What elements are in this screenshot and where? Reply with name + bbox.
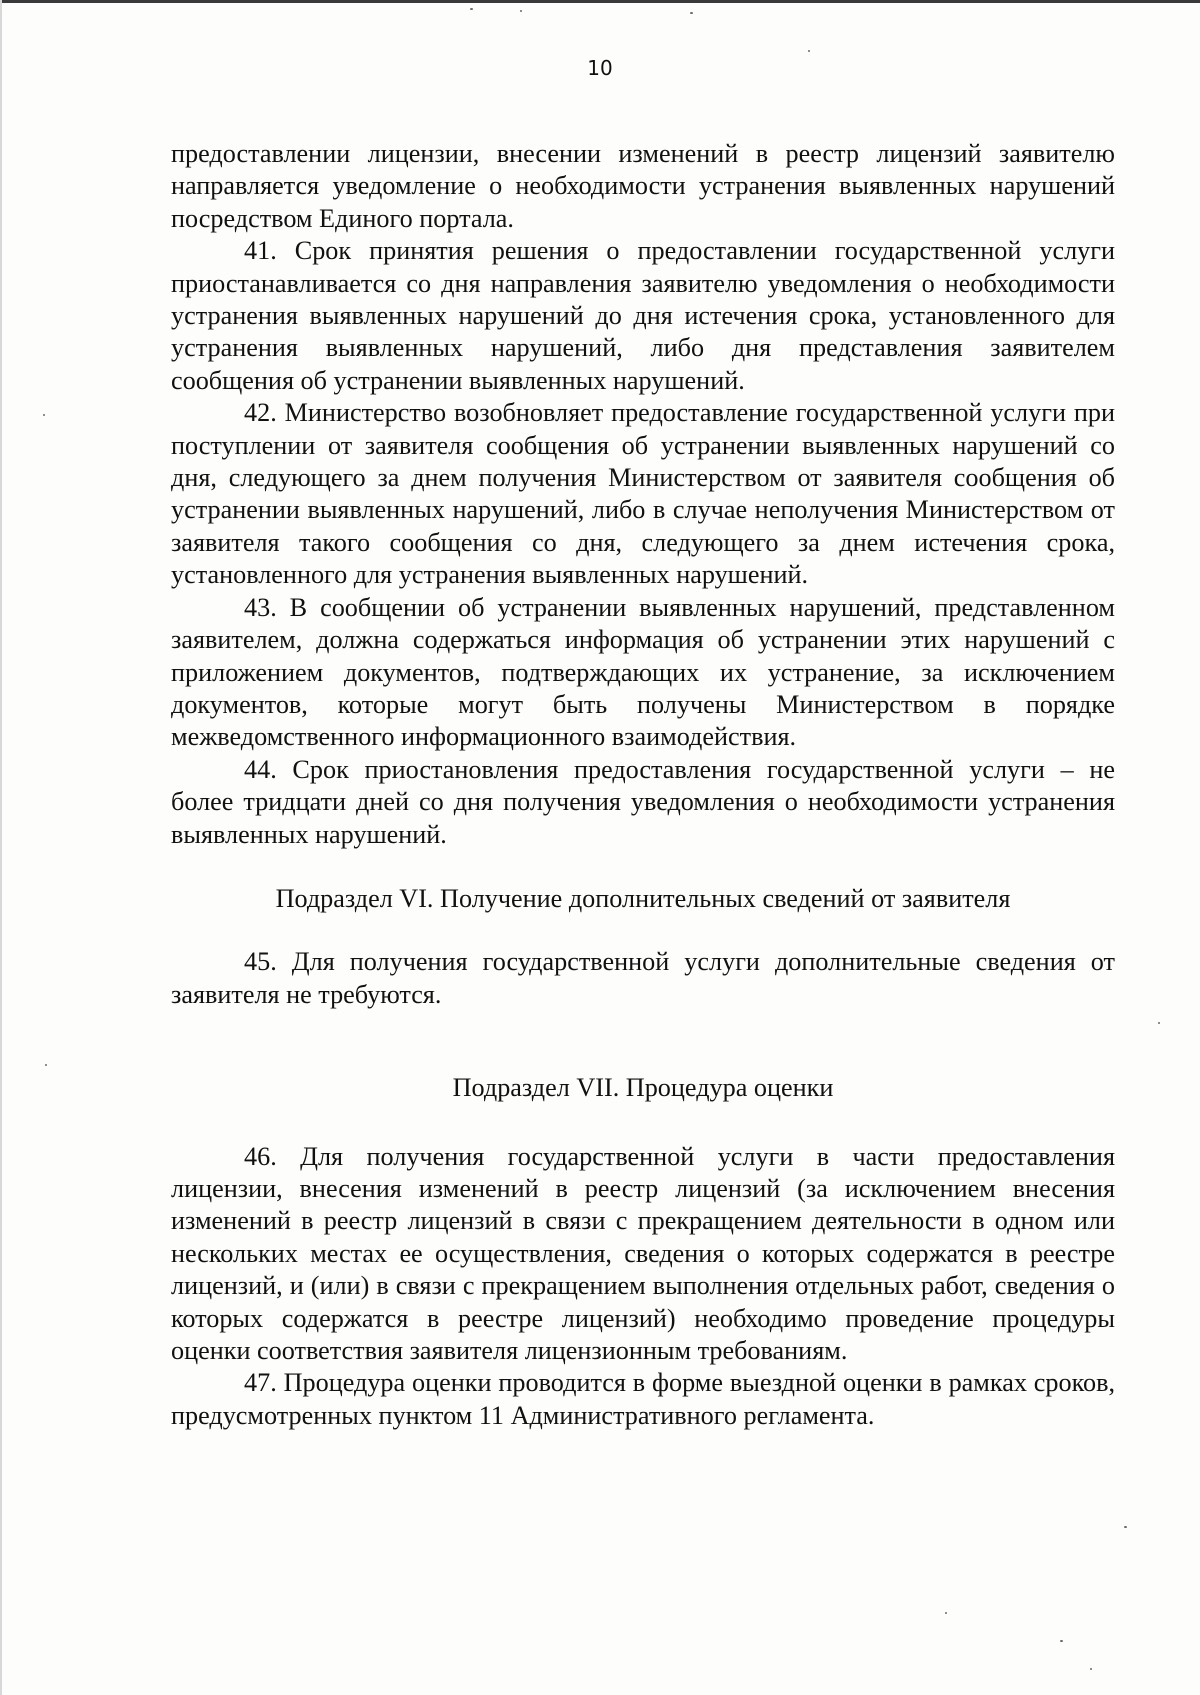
paragraph-47: 47. Процедура оценки проводится в форме выездной оценки в рамках сроков, предусмотренных пунктом 11 Административного регламента. (171, 1368, 1115, 1430)
paragraph-41: 41. Срок принятия решения о предоставлении государственной услуги приостанавливается со дня направления заявителю уведомления о необходимости устранения выявленных нарушений до дня истечения срока, установленного для устранения выявленных нарушений, либо дня представления заявителем сообщения об устранении выявленных нарушений. (171, 236, 1115, 395)
scan-left-edge (0, 0, 2, 1695)
document-body (171, 138, 1115, 1432)
paragraph-46: 46. Для получения государственной услуги в части предоставления лицензии, внесения изменений в реестр лицензий (за исключением внесения изменений в реестр лицензий в связи с прекращением деятельности в одном или нескольких местах ее осуществления, сведения о которых содержатся в реестре лицензий, и (или) в связи с прекращением выполнения отдельных работ, сведения о которых содержатся в реестре лицензий) необходимо проведение процедуры оценки соответствия заявителя лицензионным требованиям. (171, 1141, 1115, 1365)
scan-speck (1060, 1640, 1063, 1642)
scan-speck (43, 414, 45, 416)
subsection-6-heading: Подраздел VI. Получение дополнительных сведений от заявителя (275, 883, 1011, 913)
scan-speck (808, 50, 810, 52)
scan-speck (690, 12, 693, 14)
page-number: 10 (587, 56, 613, 80)
scan-speck (945, 1612, 947, 1614)
paragraph-43: 43. В сообщении об устранении выявленных нарушений, представленном заявителем, должна содержаться информация об устранении этих нарушений с приложением документов, подтверждающих их устранение, за исключением документов, которые могут быть получены Министерством в порядке межведомственного информационного взаимодействия. (171, 592, 1115, 752)
scan-speck (1124, 1526, 1127, 1528)
paragraph-44: 44. Срок приостановления предоставления государственной услуги – не более тридцати дней со дня получения уведомления о необходимости устранения выявленных нарушений. (171, 754, 1115, 849)
scan-top-edge (0, 0, 1200, 3)
scan-speck (45, 1064, 47, 1066)
scan-speck (1158, 1022, 1160, 1024)
subsection-7-heading: Подраздел VII. Процедура оценки (452, 1073, 834, 1103)
scan-speck (520, 10, 522, 12)
scan-speck (1090, 1668, 1092, 1670)
scan-speck (470, 8, 473, 10)
paragraph-45: 45. Для получения государственной услуги дополнительные сведения от заявителя не требуются. (171, 947, 1115, 1009)
paragraph-42: 42. Министерство возобновляет предоставление государственной услуги при поступлении от заявителя сообщения об устранении выявленных нарушений со дня, следующего за днем получения Министерством от заявителя сообщения об устранении выявленных нарушений, либо в случае неполучения Министерством от заявителя такого сообщения со дня, следующего за днем истечения срока, установленного для устранения выявленных нарушений. (171, 398, 1115, 590)
paragraph-40-end: предоставлении лицензии, внесении изменений в реестр лицензий заявителю направляется уведомление о необходимости устранения выявленных нарушений посредством Единого портала. (171, 139, 1115, 233)
